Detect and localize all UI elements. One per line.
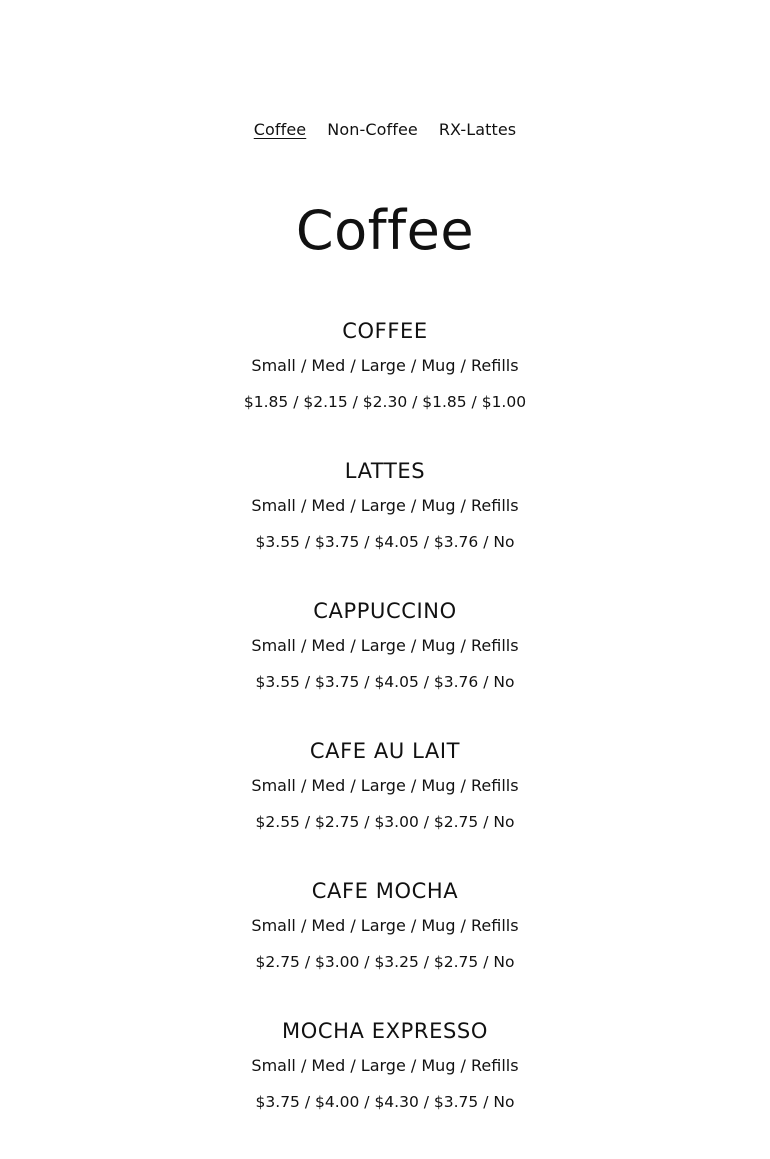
- item-prices: $1.85 / $2.15 / $2.30 / $1.85 / $1.00: [243, 393, 527, 411]
- menu-item-cafe-au-lait: [0, 734, 770, 874]
- item-prices: $2.55 / $2.75 / $3.00 / $2.75 / No: [255, 813, 515, 831]
- item-name: CAPPUCCINO: [313, 599, 457, 623]
- item-sizes: Small / Med / Large / Mug / Refills: [251, 636, 519, 655]
- item-sizes: Small / Med / Large / Mug / Refills: [251, 916, 519, 935]
- item-sizes: Small / Med / Large / Mug / Refills: [251, 1056, 519, 1075]
- item-sizes: Small / Med / Large / Mug / Refills: [251, 496, 519, 515]
- tab-non-coffee[interactable]: Non-Coffee: [327, 120, 418, 139]
- menu-item-cafe-mocha: [0, 874, 770, 1014]
- item-name: MOCHA EXPRESSO: [282, 1019, 488, 1043]
- item-name: LATTES: [344, 459, 426, 483]
- item-prices: $3.75 / $4.00 / $4.30 / $3.75 / No: [255, 1093, 515, 1111]
- tab-coffee[interactable]: Coffee: [253, 120, 307, 139]
- tab-rx-lattes[interactable]: RX-Lattes: [438, 120, 517, 139]
- menu-items-list: [0, 314, 770, 1154]
- item-sizes: Small / Med / Large / Mug / Refills: [251, 776, 519, 795]
- item-prices: $3.55 / $3.75 / $4.05 / $3.76 / No: [255, 533, 515, 551]
- item-name: CAFE AU LAIT: [309, 739, 461, 763]
- item-prices: $2.75 / $3.00 / $3.25 / $2.75 / No: [255, 953, 515, 971]
- item-name: COFFEE: [342, 319, 428, 343]
- page-title: Coffee: [295, 199, 475, 262]
- item-sizes: Small / Med / Large / Mug / Refills: [251, 356, 519, 375]
- item-prices: $3.55 / $3.75 / $4.05 / $3.76 / No: [255, 673, 515, 691]
- item-name: CAFE MOCHA: [311, 879, 459, 903]
- category-tabs: [0, 119, 770, 141]
- menu-item-cappuccino: [0, 594, 770, 734]
- menu-item-mocha-expresso: [0, 1014, 770, 1154]
- menu-item-lattes: [0, 454, 770, 594]
- menu-item-coffee: [0, 314, 770, 454]
